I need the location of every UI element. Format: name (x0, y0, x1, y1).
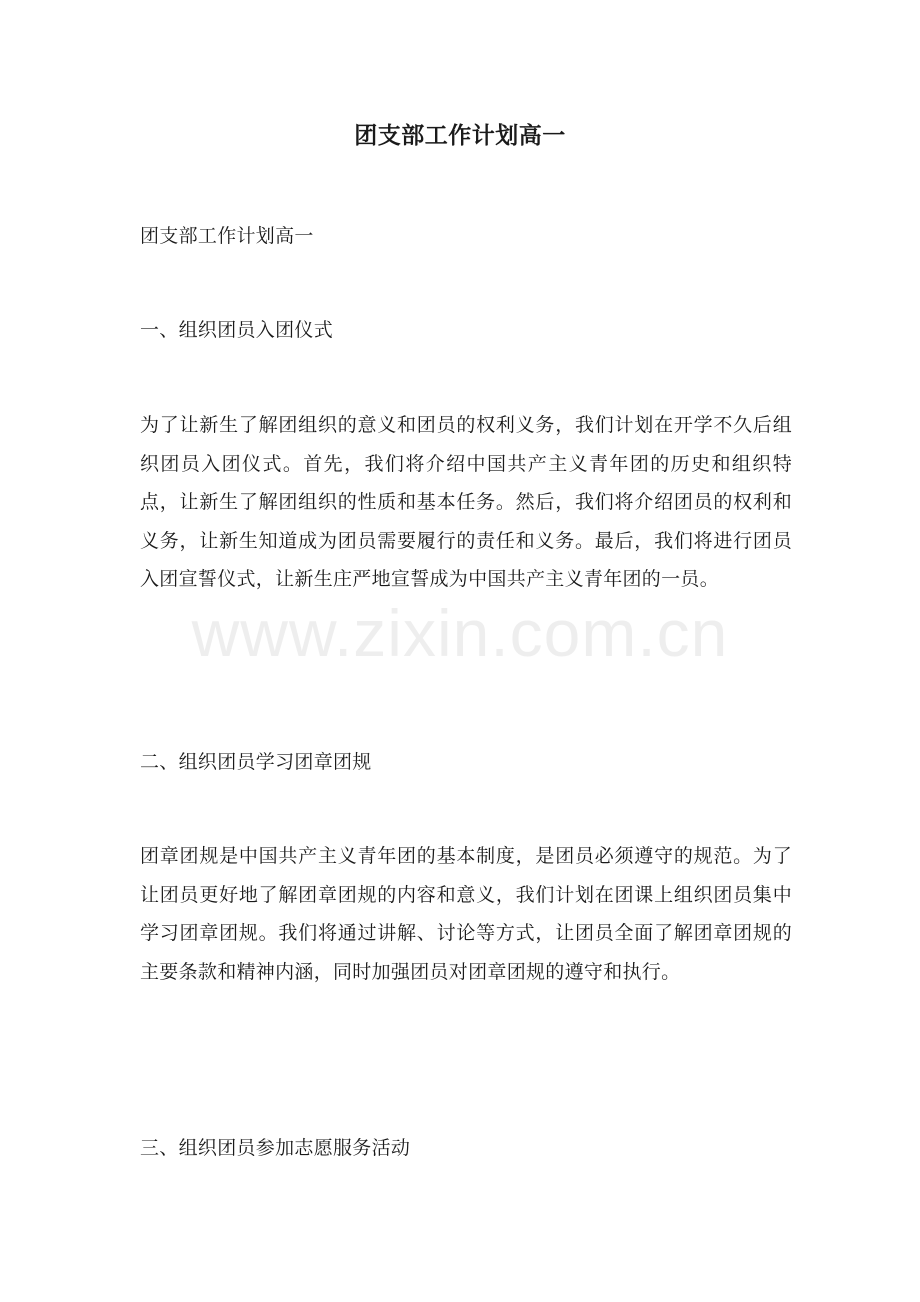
section-2-body: 团章团规是中国共产主义青年团的基本制度，是团员必须遵守的规范。为了让团员更好地了解团章团规的内容和意义，我们计划在团课上组织团员集中学习团章团规。我们将通过讲解、讨论等方式，让团员全面了解团章团规的主要条款和精神内涵，同时加强团员对团章团规的遵守和执行。 (140, 845, 792, 983)
document-subtitle: 团支部工作计划高一 (140, 225, 314, 247)
section-1-heading: 一、组织团员入团仪式 (140, 319, 334, 341)
section-3-heading: 三、组织团员参加志愿服务活动 (140, 1137, 411, 1159)
watermark: www.zixin.com.cn (191, 596, 729, 670)
section-1-body: 为了让新生了解团组织的意义和团员的权利义务，我们计划在开学不久后组织团员入团仪式。首先，我们将介绍中国共产主义青年团的历史和组织特点，让新生了解团组织的性质和基本任务。然后，我们将介绍团员的权利和义务，让新生知道成为团员需要履行的责任和义务。最后，我们将进行团员入团宣誓仪式，让新生庄严地宣誓成为中国共产主义青年团的一员。 (140, 414, 792, 590)
document-title: 团支部工作计划高一 (354, 122, 566, 149)
section-2-heading: 二、组织团员学习团章团规 (140, 751, 372, 773)
